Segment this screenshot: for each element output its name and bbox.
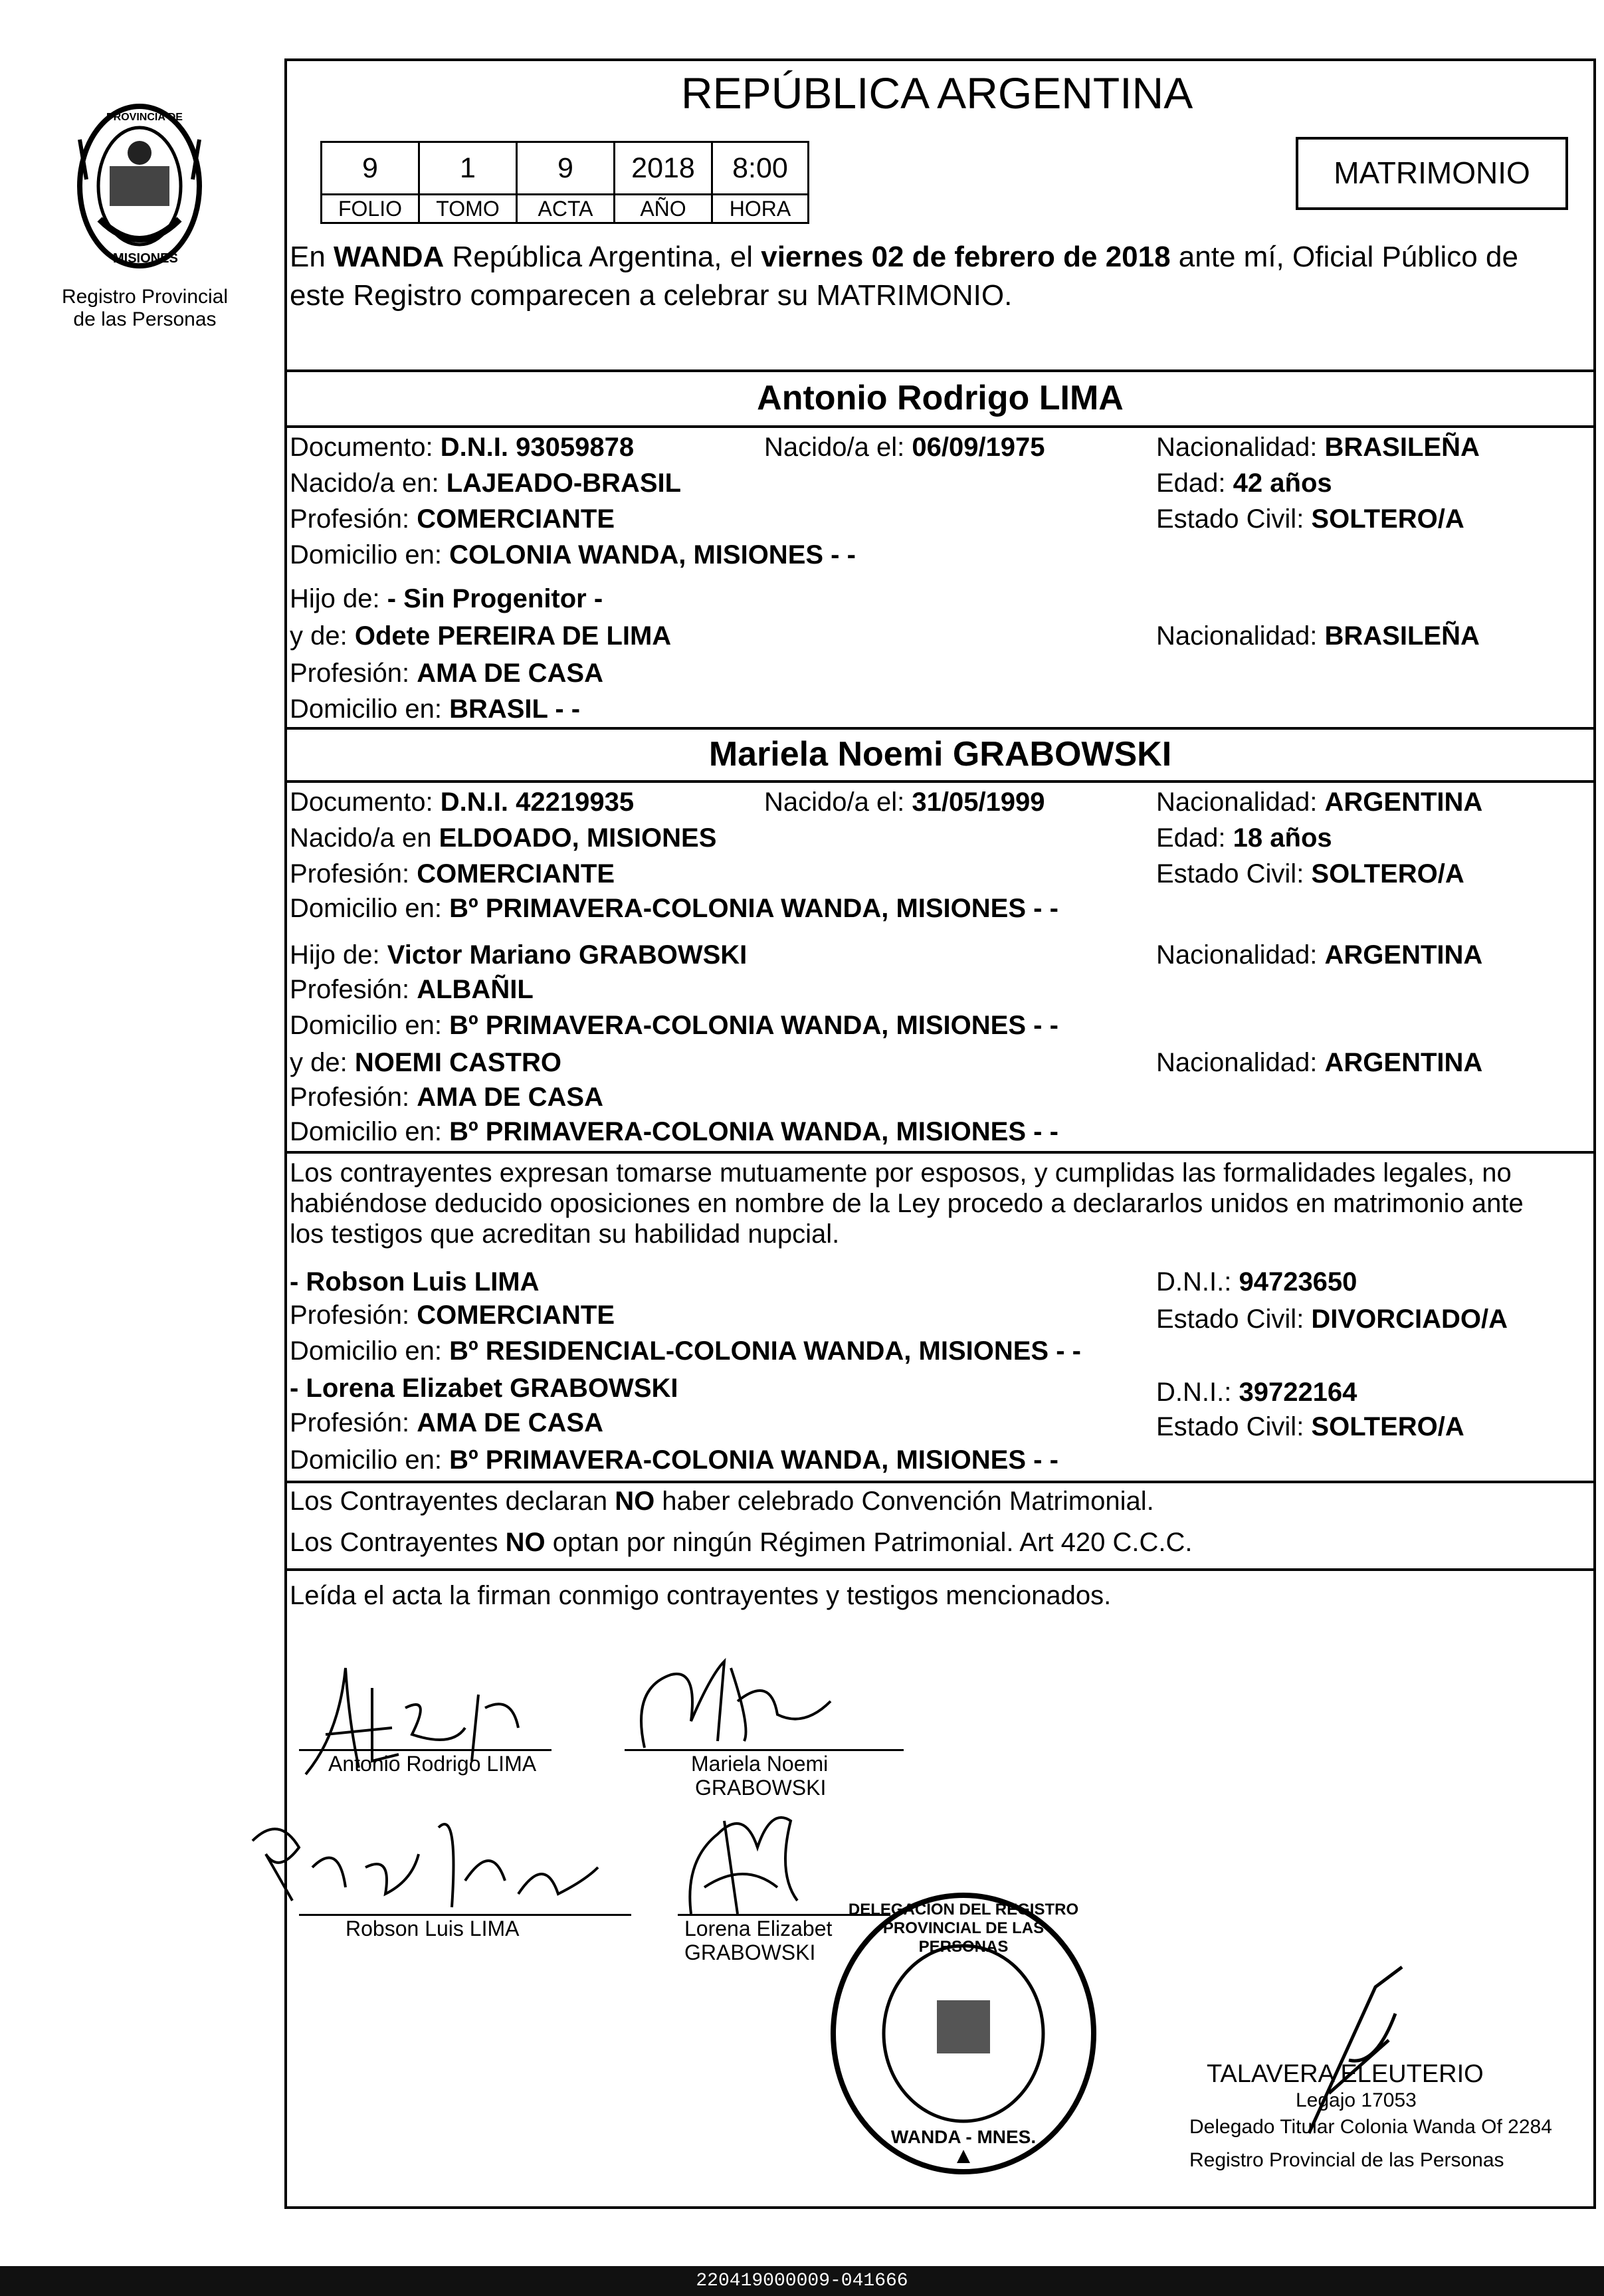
folio-value: 9	[320, 141, 420, 195]
act-type: MATRIMONIO	[1334, 156, 1530, 190]
bride-doc: Documento: D.N.I. 42219935	[290, 787, 635, 817]
document-code: 220419000009-041666	[696, 2271, 908, 2291]
groom-mother-nationality: Nacionalidad: BRASILEÑA	[1156, 621, 1480, 651]
witness2-dni: D.N.I.: 39722164	[1156, 1378, 1357, 1407]
official-org: Registro Provincial de las Personas	[1189, 2149, 1504, 2171]
convention-line1: Los Contrayentes declaran NO haber celebrado Convención Matrimonial.	[290, 1487, 1154, 1516]
signature-lorena-icon	[664, 1794, 837, 1927]
divider-bride-name	[284, 780, 1596, 783]
seal-bottom-text: MISIONES	[113, 251, 178, 266]
folio-label: FOLIO	[320, 193, 420, 224]
bride-mother-address: Domicilio en: Bº PRIMAVERA-COLONIA WANDA, MISIONES - -	[290, 1117, 1058, 1146]
groom-mother-address: Domicilio en: BRASIL - -	[290, 694, 581, 724]
tomo-value: 1	[418, 141, 518, 195]
divider-groom-name	[284, 425, 1596, 428]
witness2-civil-status: Estado Civil: SOLTERO/A	[1156, 1412, 1464, 1441]
bride-address: Domicilio en: Bº PRIMAVERA-COLONIA WANDA, MISIONES - -	[290, 894, 1058, 923]
groom-name: Antonio Rodrigo LIMA	[757, 379, 1124, 417]
groom-mother-profession: Profesión: AMA DE CASA	[290, 659, 603, 688]
registry-table	[320, 141, 809, 227]
acta-value: 9	[516, 141, 615, 195]
hora-label: HORA	[711, 193, 809, 224]
signature-label-antonio: Antonio Rodrigo LIMA	[328, 1752, 537, 1776]
anio-value: 2018	[613, 141, 713, 195]
bride-civil-status: Estado Civil: SOLTERO/A	[1156, 859, 1464, 888]
delegation-stamp	[824, 1887, 1103, 2180]
declaration-line3: los testigos que acreditan su habilidad nupcial.	[290, 1219, 840, 1249]
bride-profession: Profesión: COMERCIANTE	[290, 859, 615, 888]
bride-born-in: Nacido/a en ELDOADO, MISIONES	[290, 823, 717, 853]
intro-paragraph: En WANDA República Argentina, el viernes 02 de febrero de 2018 ante mí, Oficial Público de este Registro comparecen a celebrar su MATRIMONIO.	[290, 238, 1518, 315]
witness1-address: Domicilio en: Bº RESIDENCIAL-COLONIA WANDA, MISIONES - -	[290, 1336, 1081, 1366]
document-code-bar	[0, 2266, 1604, 2296]
divider-groom	[284, 727, 1596, 730]
groom-mother: y de: Odete PEREIRA DE LIMA	[290, 621, 672, 651]
bride-mother-nationality: Nacionalidad: ARGENTINA	[1156, 1048, 1483, 1077]
signature-label-robson: Robson Luis LIMA	[346, 1917, 520, 1940]
declaration-line1: Los contrayentes expresan tomarse mutuamente por esposos, y cumplidas las formalidades legales, no	[290, 1158, 1512, 1188]
witness1-name: - Robson Luis LIMA	[290, 1267, 540, 1297]
groom-doc: Documento: D.N.I. 93059878	[290, 433, 635, 462]
divider-header	[284, 369, 1596, 372]
divider-convention	[284, 1568, 1596, 1571]
bride-mother-profession: Profesión: AMA DE CASA	[290, 1083, 603, 1112]
groom-age: Edad: 42 años	[1156, 469, 1332, 498]
groom-father: Hijo de: - Sin Progenitor -	[290, 584, 603, 613]
registry-logo	[33, 100, 246, 332]
divider-bride	[284, 1151, 1596, 1154]
bride-father-address: Domicilio en: Bº PRIMAVERA-COLONIA WANDA, MISIONES - -	[290, 1011, 1058, 1040]
reading-statement: Leída el acta la firman conmigo contrayentes y testigos mencionados.	[290, 1581, 1112, 1610]
bride-age: Edad: 18 años	[1156, 823, 1332, 853]
acta-label: ACTA	[516, 193, 615, 224]
convention-line2: Los Contrayentes NO optan por ningún Régimen Patrimonial. Art 420 C.C.C.	[290, 1528, 1193, 1557]
signature-label-lorena-2: GRABOWSKI	[684, 1940, 816, 1964]
groom-civil-status: Estado Civil: SOLTERO/A	[1156, 504, 1464, 534]
hora-value: 8:00	[711, 141, 809, 195]
stamp-inner-text: WANDA - MNES.	[890, 2127, 1037, 2147]
tomo-label: TOMO	[418, 193, 518, 224]
bride-mother: y de: NOEMI CASTRO	[290, 1048, 561, 1077]
bride-name: Mariela Noemi GRABOWSKI	[708, 735, 1172, 774]
page-title: REPÚBLICA ARGENTINA	[681, 68, 1193, 118]
witness1-civil-status: Estado Civil: DIVORCIADO/A	[1156, 1305, 1508, 1334]
groom-born-in: Nacido/a en: LAJEADO-BRASIL	[290, 469, 682, 498]
intro-city: WANDA	[334, 241, 445, 273]
witness1-profession: Profesión: COMERCIANTE	[290, 1301, 615, 1330]
bride-nationality: Nacionalidad: ARGENTINA	[1156, 787, 1483, 817]
registry-name-line1: Registro Provincial	[61, 286, 229, 308]
groom-profession: Profesión: COMERCIANTE	[290, 504, 615, 534]
bride-born-date: Nacido/a el: 31/05/1999	[764, 787, 1045, 817]
witness2-address: Domicilio en: Bº PRIMAVERA-COLONIA WANDA, MISIONES - -	[290, 1445, 1058, 1475]
signature-mariela-icon	[618, 1648, 844, 1761]
declaration-line2: habiéndose deducido oposiciones en nombre de la Ley procedo a declararlos unidos en matrimonio ante	[290, 1189, 1524, 1218]
bride-father-nationality: Nacionalidad: ARGENTINA	[1156, 940, 1483, 970]
witness2-name: - Lorena Elizabet GRABOWSKI	[290, 1374, 678, 1403]
witness1-dni: D.N.I.: 94723650	[1156, 1267, 1357, 1297]
stamp-ring-text: DELEGACION DEL REGISTRO PROVINCIAL DE LAS PERSONAS	[848, 1901, 1079, 1956]
seal-top-text: PROVINCIA DE	[106, 112, 183, 123]
signature-label-lorena-1: Lorena Elizabet	[684, 1917, 833, 1940]
groom-address: Domicilio en: COLONIA WANDA, MISIONES - -	[290, 540, 856, 570]
official-legajo: Legajo 17053	[1296, 2089, 1417, 2111]
bride-father-profession: Profesión: ALBAÑIL	[290, 975, 534, 1004]
anio-label: AÑO	[613, 193, 713, 224]
signature-label-mariela-1: Mariela Noemi	[691, 1752, 829, 1776]
intro-line2: este Registro comparecen a celebrar su MATRIMONIO.	[290, 279, 1013, 312]
groom-nationality: Nacionalidad: BRASILEÑA	[1156, 433, 1480, 462]
intro-date: viernes 02 de febrero de 2018	[761, 241, 1171, 273]
registry-name-line2: de las Personas	[73, 308, 217, 330]
bride-father: Hijo de: Victor Mariano GRABOWSKI	[290, 940, 748, 970]
groom-born-date: Nacido/a el: 06/09/1975	[764, 433, 1045, 462]
official-role: Delegado Titular Colonia Wanda Of 2284	[1189, 2116, 1552, 2138]
witness2-profession: Profesión: AMA DE CASA	[290, 1408, 603, 1437]
act-type-box	[1296, 137, 1568, 210]
official-name: TALAVERA ELEUTERIO	[1207, 2060, 1484, 2088]
signature-label-mariela-2: GRABOWSKI	[695, 1776, 827, 1800]
signature-robson-icon	[239, 1801, 611, 1927]
